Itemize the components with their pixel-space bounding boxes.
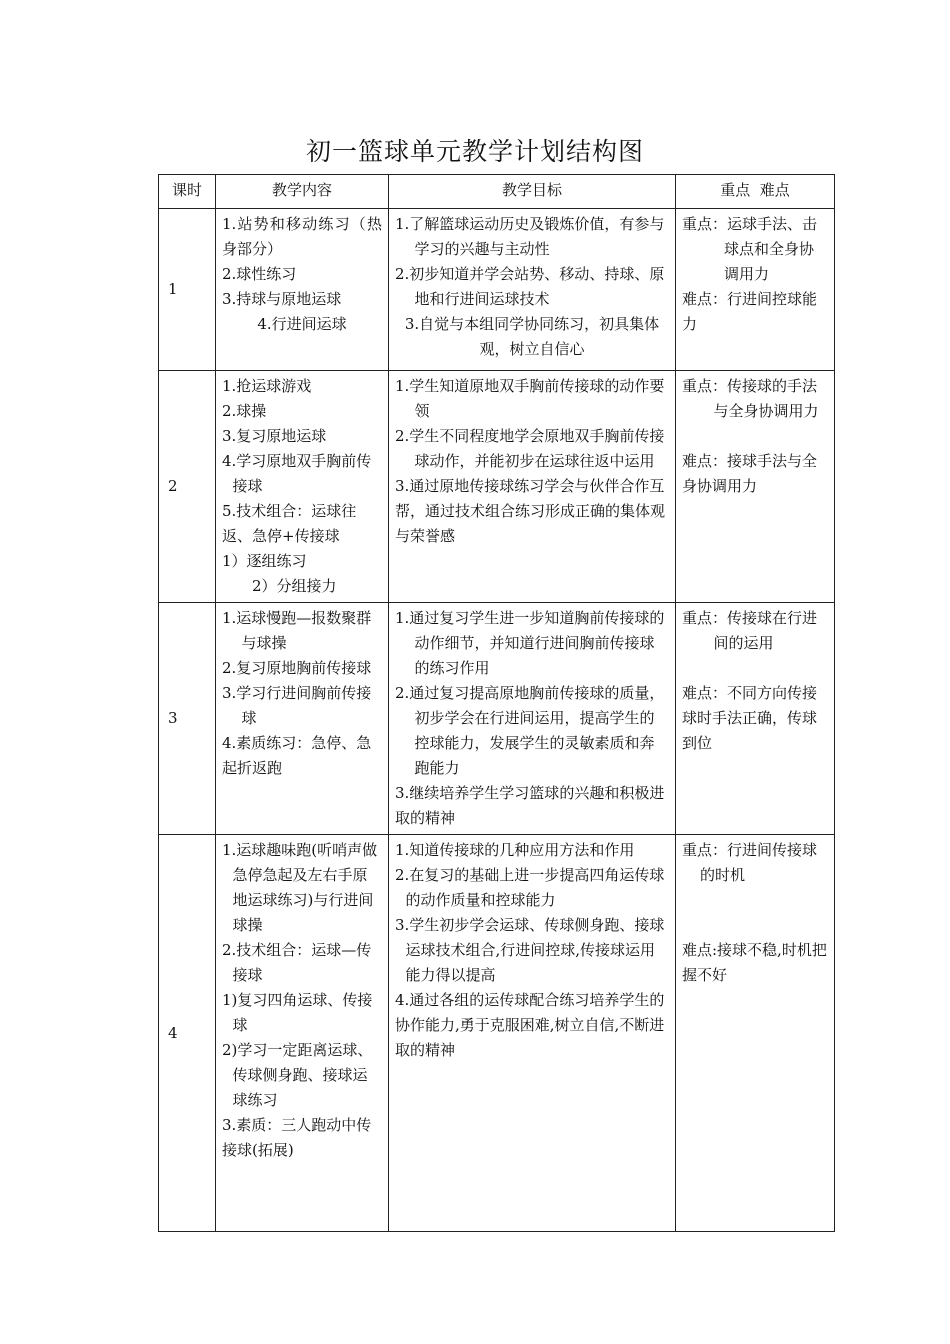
goal-item: 3.继续培养学生学习篮球的兴趣和积极进取的精神 bbox=[395, 784, 665, 827]
content-item: 4.行进间运球 bbox=[257, 315, 347, 333]
goal-item: 4.通过各组的运传球配合练习培养学生的协作能力,勇于克服困难,树立自信,不断进取的精神 bbox=[395, 991, 665, 1059]
key-cell bbox=[676, 603, 835, 835]
goal-item: 1.知道传接球的几种应用方法和作用 bbox=[395, 841, 635, 859]
key-point: 重点：运球手法、击球点和全身协调用力 bbox=[682, 215, 818, 283]
difficulty: 难点：行进间控球能力 bbox=[682, 290, 818, 333]
period-cell: 3 bbox=[159, 603, 216, 835]
content-item: 2）分组接力 bbox=[252, 577, 337, 595]
header-content: 教学内容 bbox=[216, 175, 389, 209]
content-cell bbox=[216, 835, 389, 1232]
page-title: 初一篮球单元教学计划结构图 bbox=[305, 137, 644, 166]
difficulty: 难点:接球不稳,时机把握不好 bbox=[682, 941, 827, 984]
content-item: 5.技术组合：运球往返、急停+传接球 bbox=[222, 502, 357, 545]
content-item: 4.素质练习：急停、急起折返跑 bbox=[222, 734, 372, 777]
goal-item: 2.初步知道并学会站势、移动、持球、原地和行进间运球技术 bbox=[395, 265, 665, 308]
goal-item: 3.学生初步学会运球、传球侧身跑、接球运球技术组合,行进间控球,传接球运用能力得以提高 bbox=[395, 916, 665, 984]
content-item: 1.运球趣味跑(听哨声做急停急起及左右手原地运球练习)与行进间球操 bbox=[222, 841, 378, 934]
key-point: 重点：行进间传接球的时机 bbox=[682, 841, 818, 884]
goals-cell bbox=[389, 371, 676, 603]
goal-item: 2.通过复习提高原地胸前传接球的质量，初步学会在行进间运用，提高学生的控球能力，发展学生的灵敏素质和奔跑能力 bbox=[395, 684, 665, 777]
content-item: 2.复习原地胸前传接球 bbox=[222, 659, 372, 677]
header-period: 课时 bbox=[159, 175, 216, 209]
period-cell: 4 bbox=[159, 835, 216, 1232]
goal-item: 1.通过复习学生进一步知道胸前传接球的动作细节，并知道行进间胸前传接球的练习作用 bbox=[395, 609, 665, 677]
content-item: 1）逐组练习 bbox=[222, 552, 307, 570]
goals-cell bbox=[389, 835, 676, 1232]
content-item: 1)复习四角运球、传接球 bbox=[222, 991, 373, 1034]
key-cell bbox=[676, 835, 835, 1232]
goal-item: 2.在复习的基础上进一步提高四角运传球的动作质量和控球能力 bbox=[395, 866, 665, 909]
key-point: 重点：传接球在行进间的运用 bbox=[682, 609, 818, 652]
content-cell bbox=[216, 209, 389, 371]
content-item: 1.站势和移动练习（热身部分） bbox=[222, 215, 382, 258]
content-item: 1.抢运球游戏 bbox=[222, 377, 312, 395]
table-row bbox=[159, 835, 835, 1232]
header-key: 重点 难点 bbox=[676, 175, 835, 209]
period-cell: 1 bbox=[159, 209, 216, 371]
content-item: 2.球操 bbox=[222, 402, 267, 420]
content-item: 4.学习原地双手胸前传接球 bbox=[222, 452, 372, 495]
content-cell bbox=[216, 371, 389, 603]
key-cell bbox=[676, 371, 835, 603]
content-item: 3.素质：三人跑动中传接球(拓展) bbox=[222, 1116, 372, 1159]
table-row bbox=[159, 371, 835, 603]
table-row bbox=[159, 603, 835, 835]
difficulty: 难点：不同方向传接球时手法正确，传球到位 bbox=[682, 684, 818, 752]
spacer bbox=[682, 888, 828, 938]
header-row bbox=[159, 175, 835, 209]
spacer bbox=[682, 424, 828, 449]
content-item: 3.复习原地运球 bbox=[222, 427, 327, 445]
goal-item: 1.学生知道原地双手胸前传接球的动作要领 bbox=[395, 377, 665, 420]
header-goals: 教学目标 bbox=[389, 175, 676, 209]
difficulty: 难点：接球手法与全身协调用力 bbox=[682, 452, 818, 495]
goals-cell bbox=[389, 603, 676, 835]
key-cell bbox=[676, 209, 835, 371]
key-point: 重点：传接球的手法与全身协调用力 bbox=[682, 377, 819, 420]
goal-item: 3.通过原地传接球练习学会与伙伴合作互帮，通过技术组合练习形成正确的集体观与荣誉感 bbox=[395, 477, 666, 545]
content-item: 1.运球慢跑—报数聚群与球操 bbox=[222, 609, 372, 652]
goals-cell bbox=[389, 209, 676, 371]
content-item: 2.技术组合：运球—传接球 bbox=[222, 941, 372, 984]
content-item: 2.球性练习 bbox=[222, 265, 297, 283]
goal-item: 3.自觉与本组同学协同练习，初具集体观，树立自信心 bbox=[404, 315, 660, 358]
spacer bbox=[682, 656, 828, 681]
table-row bbox=[159, 209, 835, 371]
content-item: 3.学习行进间胸前传接球 bbox=[222, 684, 372, 727]
content-item: 2)学习一定距离运球、传球侧身跑、接球运球练习 bbox=[222, 1041, 373, 1109]
content-item: 3.持球与原地运球 bbox=[222, 290, 342, 308]
plan-table bbox=[158, 174, 835, 1232]
period-cell: 2 bbox=[159, 371, 216, 603]
goal-item: 1.了解篮球运动历史及锻炼价值，有参与学习的兴趣与主动性 bbox=[395, 215, 665, 258]
goal-item: 2.学生不同程度地学会原地双手胸前传接球动作，并能初步在运球往返中运用 bbox=[395, 427, 665, 470]
content-cell bbox=[216, 603, 389, 835]
